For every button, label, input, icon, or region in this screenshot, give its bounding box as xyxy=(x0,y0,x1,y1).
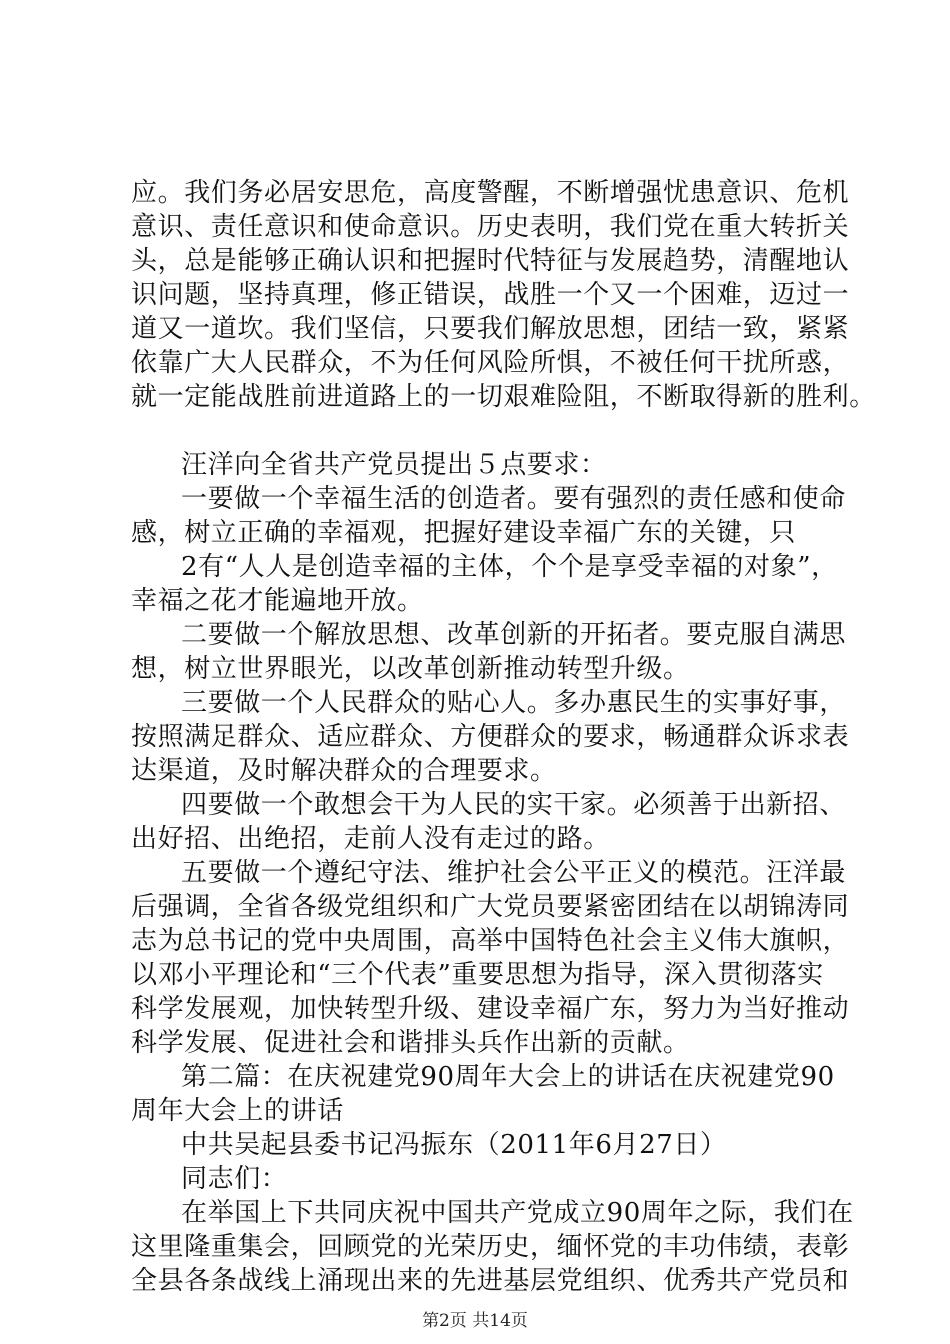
body-line: 按照满足群众、适应群众、方便群众的要求，畅通群众诉求表 xyxy=(131,722,850,752)
body-line: 四要做一个敢想会干为人民的实干家。必须善于出新招、 xyxy=(181,790,847,820)
body-line: 在举国上下共同庆祝中国共产党成立90周年之际，我们在 xyxy=(181,1198,854,1228)
body-line: 想，树立世界眼光，以改革创新推动转型升级。 xyxy=(131,654,690,684)
body-line: 意识、责任意识和使命意识。历史表明，我们党在重大转折关 xyxy=(131,212,850,242)
page-number: 第2页 共14页 xyxy=(422,1311,528,1331)
body-line: 头，总是能够正确认识和把握时代特征与发展趋势，清醒地认 xyxy=(131,246,850,276)
section-heading: 第二篇：在庆祝建党90周年大会上的讲话在庆祝建党90 xyxy=(181,1062,835,1092)
body-line: 后强调，全省各级党组织和广大党员要紧密团结在以胡锦涛同 xyxy=(131,892,850,922)
body-line: 出好招、出绝招，走前人没有走过的路。 xyxy=(131,824,610,854)
body-line: 依靠广大人民群众，不为任何风险所惧，不被任何干扰所惑， xyxy=(131,348,850,378)
body-line: 就一定能战胜前进道路上的一切艰难险阻，不断取得新的胜利。 xyxy=(131,382,876,412)
body-line: 感，树立正确的幸福观，把握好建设幸福广东的关键，只 xyxy=(131,518,797,548)
body-line: 幸福之花才能遍地开放。 xyxy=(131,586,424,616)
salutation: 同志们： xyxy=(181,1164,288,1194)
body-line: 道又一道坎。我们坚信，只要我们解放思想，团结一致，紧紧 xyxy=(131,314,850,344)
body-line: 科学发展、促进社会和谐排头兵作出新的贡献。 xyxy=(131,1028,690,1058)
body-line: 以邓小平理论和“三个代表”重要思想为指导，深入贯彻落实 xyxy=(131,960,824,990)
body-line: 达渠道，及时解决群众的合理要求。 xyxy=(131,756,557,786)
body-line: 二要做一个解放思想、改革创新的开拓者。要克服自满思 xyxy=(181,620,847,650)
body-line: 2有“人人是创造幸福的主体，个个是享受幸福的对象”， xyxy=(181,552,838,582)
body-line: 五要做一个遵纪守法、维护社会公平正义的模范。汪洋最 xyxy=(181,858,847,888)
body-line: 这里隆重集会，回顾党的光荣历史，缅怀党的丰功伟绩，表彰 xyxy=(131,1232,850,1262)
body-line: 三要做一个人民群众的贴心人。多办惠民生的实事好事， xyxy=(181,688,847,718)
speaker-line: 中共吴起县委书记冯振东（2011年6月27日） xyxy=(181,1130,727,1160)
paragraph-intro: 汪洋向全省共产党员提出５点要求： xyxy=(181,450,607,480)
body-line: 全县各条战线上涌现出来的先进基层党组织、优秀共产党员和 xyxy=(131,1266,850,1296)
body-line: 应。我们务必居安思危，高度警醒，不断增强忧患意识、危机 xyxy=(131,178,850,208)
body-line: 科学发展观，加快转型升级、建设幸福广东，努力为当好推动 xyxy=(131,994,850,1024)
body-line: 一要做一个幸福生活的创造者。要有强烈的责任感和使命 xyxy=(181,484,847,514)
body-line: 识问题，坚持真理，修正错误，战胜一个又一个困难，迈过一 xyxy=(131,280,850,310)
section-heading-cont: 周年大会上的讲话 xyxy=(131,1096,344,1126)
body-line: 志为总书记的党中央周围，高举中国特色社会主义伟大旗帜， xyxy=(131,926,850,956)
